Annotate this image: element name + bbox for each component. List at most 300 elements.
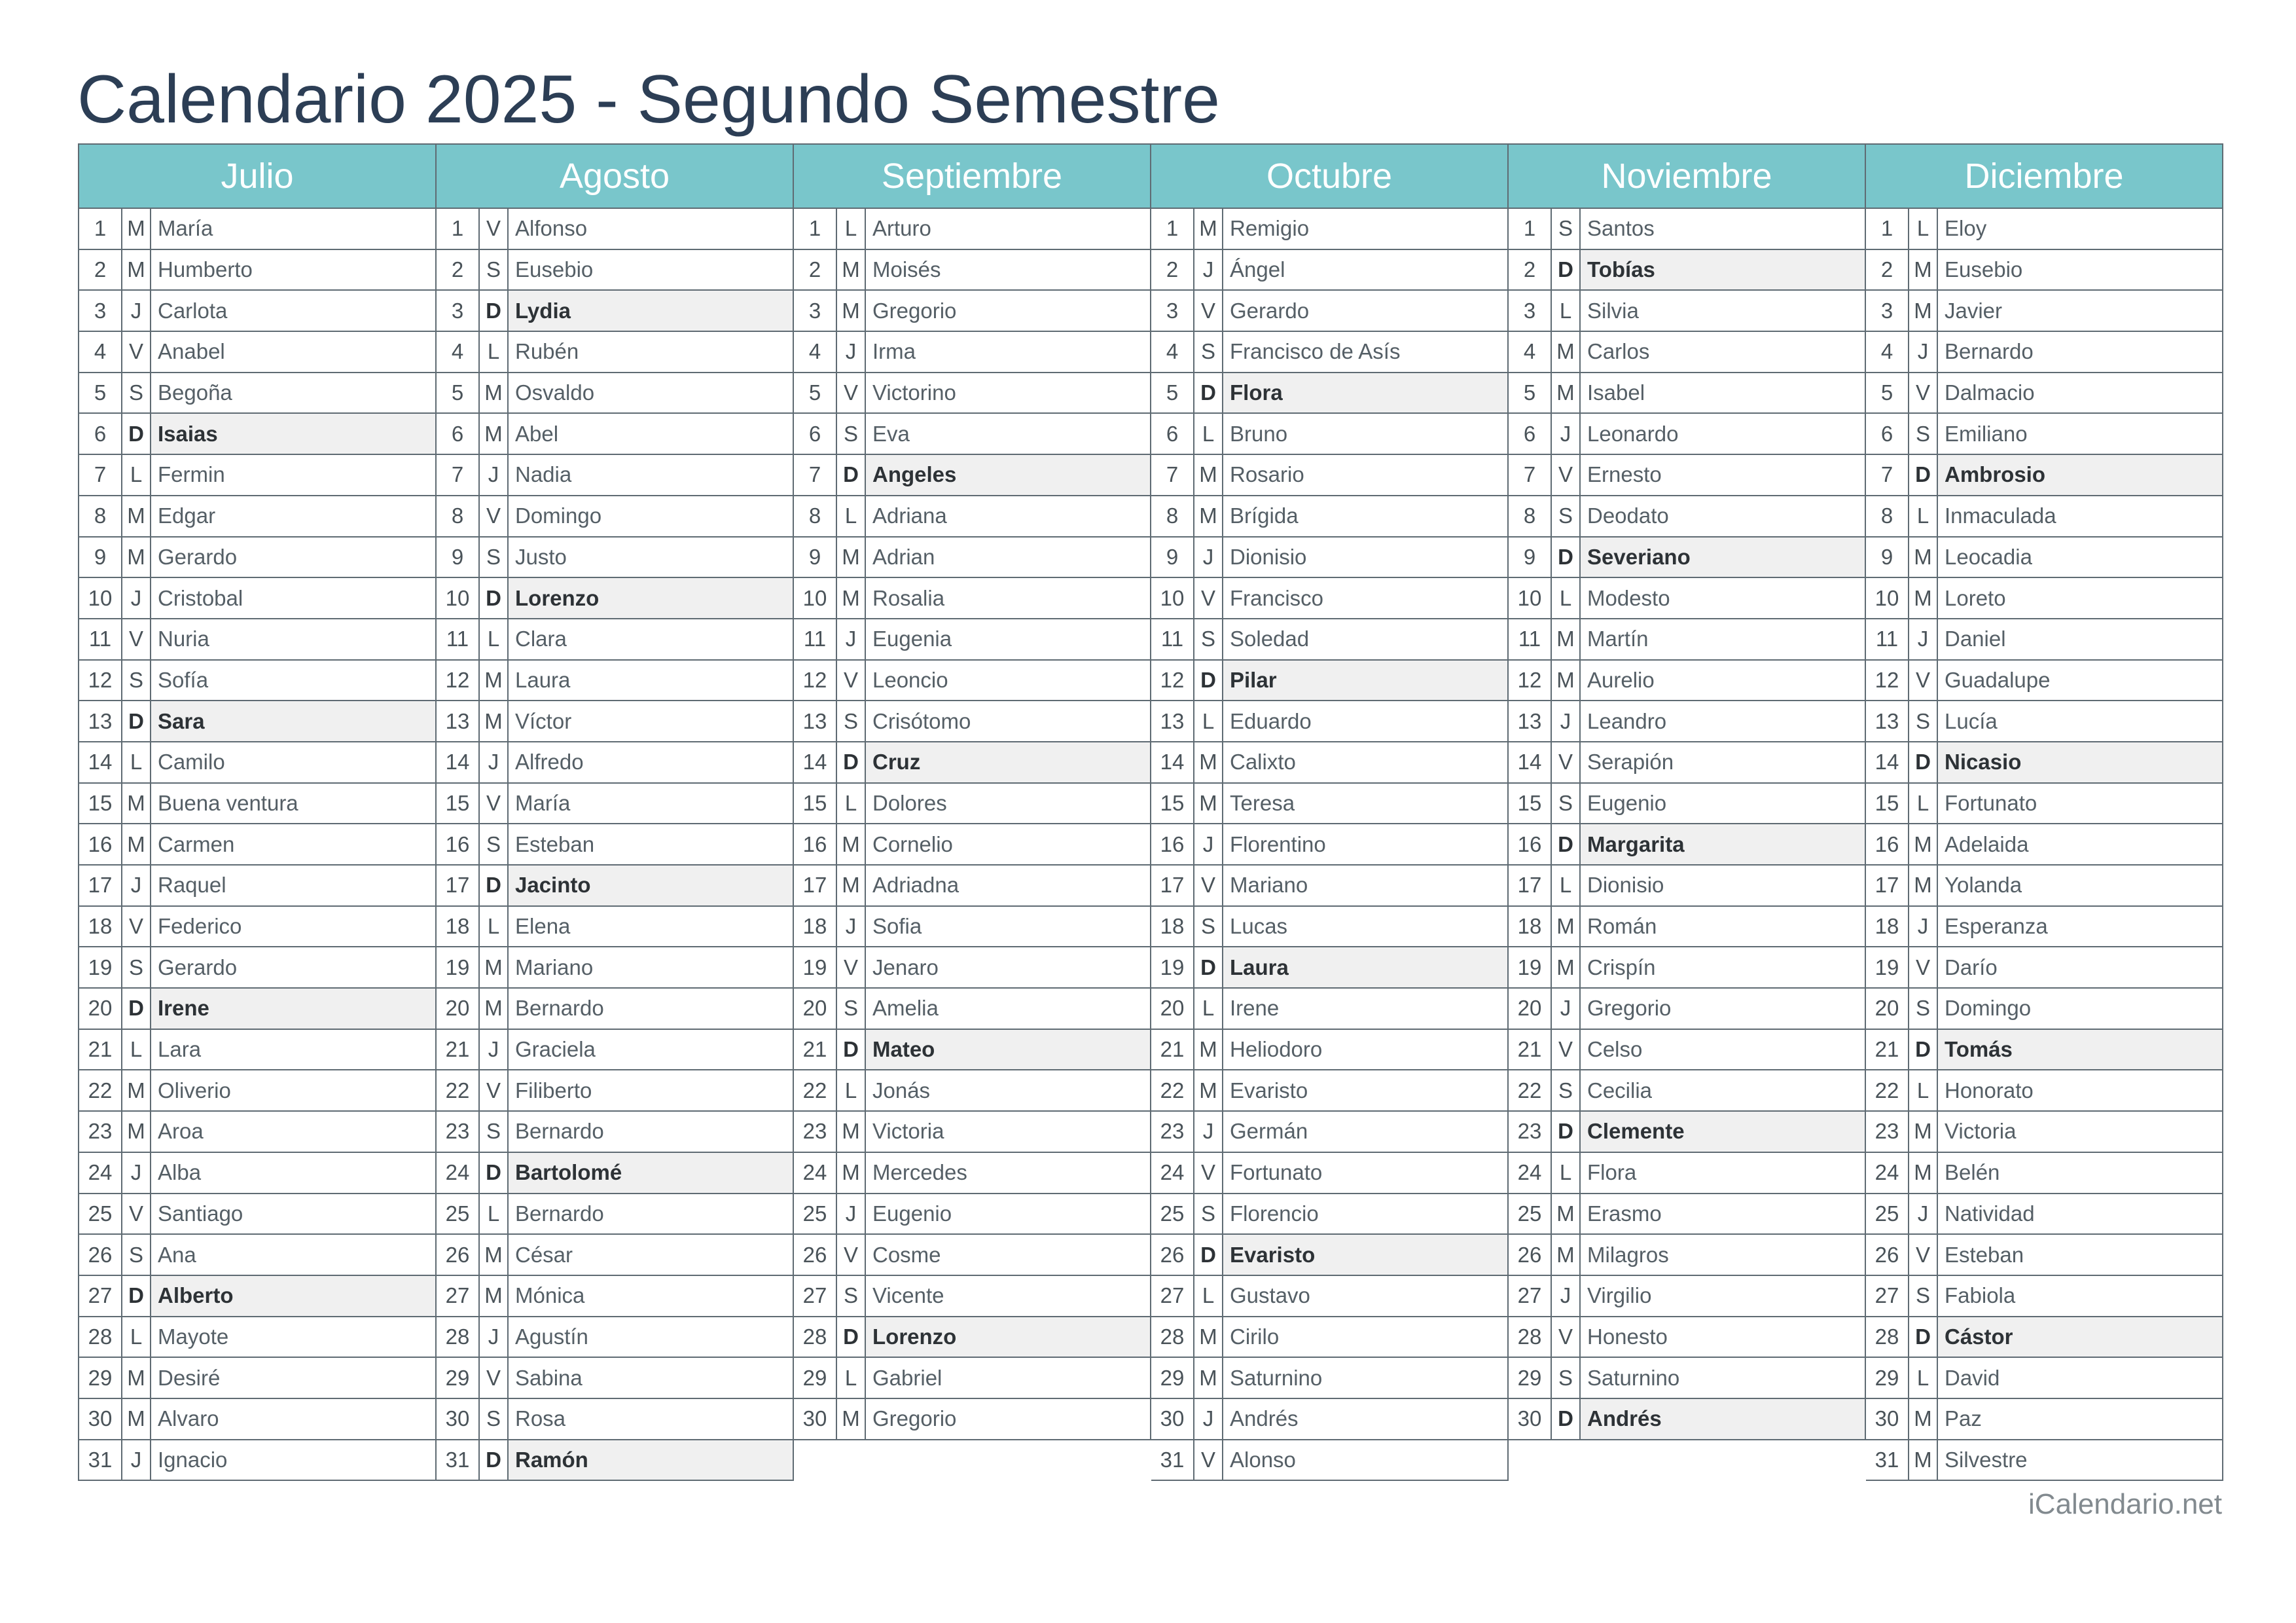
weekday-letter: V	[1909, 661, 1938, 701]
saint-name: Francisco de Asís	[1230, 339, 1401, 364]
day-row	[1866, 332, 2223, 373]
day-row	[1151, 1358, 1509, 1399]
day-number: 28	[79, 1317, 122, 1357]
day-number: 28	[1509, 1317, 1552, 1357]
saint-name: Abel	[515, 421, 559, 446]
weekday-letter: S	[480, 538, 509, 577]
day-number: 10	[1866, 578, 1909, 618]
weekday-letter: V	[1552, 1030, 1581, 1070]
weekday-letter: L	[1552, 1153, 1581, 1193]
weekday-letter: L	[1552, 866, 1581, 905]
weekday-letter: L	[837, 209, 866, 249]
day-row	[1151, 1317, 1509, 1359]
day-number: 17	[437, 866, 480, 905]
day-number: 21	[1509, 1030, 1552, 1070]
day-number: 21	[437, 1030, 480, 1070]
day-row	[1866, 373, 2223, 414]
saint-name: Gerardo	[1230, 298, 1310, 323]
saint-name: Ángel	[1230, 257, 1285, 282]
saint-name: Celso	[1587, 1037, 1643, 1062]
day-row	[1509, 291, 1866, 332]
weekday-letter: L	[480, 907, 509, 947]
day-number: 31	[437, 1440, 480, 1480]
weekday-letter: S	[480, 824, 509, 864]
day-row	[437, 619, 794, 661]
day-row	[1509, 1030, 1866, 1071]
weekday-letter: L	[1909, 496, 1938, 536]
weekday-letter: V	[837, 1235, 866, 1275]
weekday-letter: S	[1552, 784, 1581, 824]
saint-name: Deodato	[1587, 503, 1669, 528]
day-number: 24	[1866, 1153, 1909, 1193]
day-row	[1866, 824, 2223, 866]
saint-name: César	[515, 1242, 573, 1267]
saint-name: Arturo	[872, 216, 931, 241]
saint-name: Esteban	[1945, 1242, 2024, 1267]
weekday-letter: D	[1194, 1235, 1223, 1275]
saint-name: Irene	[151, 989, 435, 1029]
weekday-letter: S	[1552, 1358, 1581, 1398]
saint-name: Eusebio	[1945, 257, 2023, 282]
saint-name: Bernardo	[515, 1119, 604, 1144]
weekday-letter: S	[1909, 989, 1938, 1029]
day-row	[1151, 496, 1509, 538]
saint-name: Fabiola	[1945, 1283, 2016, 1308]
weekday-letter: S	[1194, 619, 1223, 659]
day-row	[79, 907, 437, 948]
day-row	[79, 824, 437, 866]
weekday-letter: L	[122, 1030, 151, 1070]
weekday-letter: J	[837, 332, 866, 372]
saint-name: Irma	[872, 339, 916, 364]
weekday-letter: S	[1194, 332, 1223, 372]
day-row	[1151, 1235, 1509, 1276]
weekday-letter: M	[480, 947, 509, 987]
day-number: 14	[79, 742, 122, 782]
day-row	[1151, 538, 1509, 579]
weekday-letter: L	[1552, 291, 1581, 331]
weekday-letter: M	[480, 661, 509, 701]
day-number: 2	[1151, 250, 1194, 290]
day-row	[794, 1235, 1151, 1276]
day-row	[437, 250, 794, 291]
weekday-letter: M	[1909, 824, 1938, 864]
weekday-letter: L	[1909, 784, 1938, 824]
day-row	[794, 1399, 1151, 1440]
day-number: 23	[1866, 1112, 1909, 1152]
day-row	[1866, 619, 2223, 661]
day-number: 7	[1509, 455, 1552, 495]
saint-name: Mónica	[515, 1283, 585, 1308]
day-number: 8	[1509, 496, 1552, 536]
day-row	[79, 1194, 437, 1235]
saint-name: Heliodoro	[1230, 1037, 1323, 1062]
day-number: 15	[1151, 784, 1194, 824]
saint-name: Fermin	[158, 462, 225, 487]
day-number: 15	[1509, 784, 1552, 824]
saint-name: Esperanza	[1945, 914, 2048, 939]
saint-name: Loreto	[1945, 585, 2006, 610]
saint-name: Severiano	[1581, 538, 1865, 577]
weekday-letter: J	[122, 578, 151, 618]
day-row	[437, 824, 794, 866]
day-number: 5	[1509, 373, 1552, 413]
day-row	[1509, 455, 1866, 496]
weekday-letter: D	[122, 1276, 151, 1316]
saint-name: Elena	[515, 914, 571, 939]
weekday-letter: M	[122, 209, 151, 249]
weekday-letter: J	[837, 619, 866, 659]
weekday-letter: D	[122, 701, 151, 741]
day-number: 11	[1866, 619, 1909, 659]
weekday-letter: M	[480, 414, 509, 454]
saint-name: Ambrosio	[1938, 455, 2222, 495]
day-row	[79, 538, 437, 579]
saint-name: Bernardo	[515, 1201, 604, 1226]
weekday-letter: V	[1552, 455, 1581, 495]
day-row	[79, 1112, 437, 1153]
saint-name: Gustavo	[1230, 1283, 1310, 1308]
day-number: 1	[437, 209, 480, 249]
weekday-letter: L	[1909, 1070, 1938, 1110]
saint-name: Andrés	[1230, 1406, 1299, 1431]
day-row	[794, 1112, 1151, 1153]
saint-name: Adriadna	[872, 873, 960, 898]
saint-name: Alonso	[1230, 1447, 1296, 1472]
saint-name: Crisótomo	[872, 708, 971, 733]
day-number: 25	[794, 1194, 837, 1234]
weekday-letter: S	[122, 373, 151, 413]
day-row	[437, 455, 794, 496]
saint-name: Mateo	[866, 1030, 1150, 1070]
saint-name: Leonardo	[1587, 421, 1679, 446]
month-header: Noviembre	[1509, 143, 1866, 209]
day-number: 4	[79, 332, 122, 372]
saint-name: Lucía	[1945, 708, 1998, 733]
day-row	[79, 1235, 437, 1276]
weekday-letter: D	[480, 866, 509, 905]
day-number: 18	[1151, 907, 1194, 947]
weekday-letter: M	[122, 496, 151, 536]
day-number: 21	[1866, 1030, 1909, 1070]
day-row	[1866, 455, 2223, 496]
day-number: 19	[437, 947, 480, 987]
weekday-letter: S	[1552, 1070, 1581, 1110]
saint-name: Filiberto	[515, 1078, 592, 1103]
weekday-letter: J	[1909, 332, 1938, 372]
weekday-letter: M	[1194, 496, 1223, 536]
day-number: 9	[1866, 538, 1909, 577]
day-row	[1866, 578, 2223, 619]
saint-name: Alvaro	[158, 1406, 219, 1431]
weekday-letter: L	[837, 1070, 866, 1110]
day-row	[1151, 661, 1509, 702]
weekday-letter: M	[1909, 1399, 1938, 1439]
saint-name: Osvaldo	[515, 380, 595, 405]
weekday-letter: D	[1552, 824, 1581, 864]
day-row	[437, 538, 794, 579]
day-row	[1866, 907, 2223, 948]
weekday-letter: S	[837, 414, 866, 454]
weekday-letter: J	[1909, 1194, 1938, 1234]
weekday-letter: D	[1909, 455, 1938, 495]
day-row	[79, 661, 437, 702]
weekday-letter: M	[122, 538, 151, 577]
day-number: 8	[794, 496, 837, 536]
saint-name: Martín	[1587, 627, 1649, 651]
day-number: 6	[1151, 414, 1194, 454]
saint-name: Agustín	[515, 1324, 588, 1349]
day-number: 12	[1509, 661, 1552, 701]
month-column-diciembre	[1866, 143, 2223, 1481]
saint-name: Eduardo	[1230, 708, 1312, 733]
weekday-letter: L	[480, 1194, 509, 1234]
day-row	[1151, 1276, 1509, 1317]
weekday-letter: V	[1552, 1317, 1581, 1357]
day-row	[794, 824, 1151, 866]
day-number: 24	[79, 1153, 122, 1193]
day-row	[1866, 1153, 2223, 1194]
day-number: 9	[1151, 538, 1194, 577]
weekday-letter: M	[837, 291, 866, 331]
day-number: 22	[79, 1070, 122, 1110]
day-number: 29	[1509, 1358, 1552, 1398]
day-row	[437, 1153, 794, 1194]
saint-name: Rubén	[515, 339, 579, 364]
day-number: 6	[1509, 414, 1552, 454]
day-number: 23	[79, 1112, 122, 1152]
day-number: 18	[437, 907, 480, 947]
day-number: 23	[794, 1112, 837, 1152]
saint-name: Moisés	[872, 257, 941, 282]
day-row	[1509, 250, 1866, 291]
day-row	[1866, 291, 2223, 332]
saint-name: Emiliano	[1945, 421, 2028, 446]
saint-name: Jenaro	[872, 955, 939, 979]
saint-name: Mayote	[158, 1324, 229, 1349]
site-credit: iCalendario.net	[2028, 1488, 2222, 1520]
weekday-letter: J	[1552, 414, 1581, 454]
day-row	[79, 1358, 437, 1399]
saint-name: Cornelio	[872, 831, 953, 856]
day-number: 29	[1151, 1358, 1194, 1398]
day-number: 12	[1151, 661, 1194, 701]
day-number: 2	[437, 250, 480, 290]
day-number: 18	[794, 907, 837, 947]
day-row	[79, 1030, 437, 1071]
day-number: 24	[794, 1153, 837, 1193]
weekday-letter: M	[1909, 1112, 1938, 1152]
saint-name: Eugenio	[872, 1201, 952, 1226]
saint-name: Victorino	[872, 380, 956, 405]
day-number: 18	[1866, 907, 1909, 947]
month-header: Octubre	[1151, 143, 1509, 209]
month-header: Diciembre	[1866, 143, 2223, 209]
weekday-letter: V	[122, 332, 151, 372]
day-row	[437, 907, 794, 948]
day-row	[794, 1030, 1151, 1071]
saint-name: Santos	[1587, 216, 1655, 241]
weekday-letter: M	[1909, 1440, 1938, 1480]
saint-name: Carmen	[158, 831, 235, 856]
day-row	[794, 1317, 1151, 1359]
day-number: 31	[1151, 1440, 1194, 1480]
weekday-letter: V	[122, 907, 151, 947]
weekday-letter: V	[837, 947, 866, 987]
day-number: 5	[794, 373, 837, 413]
day-row	[1509, 1112, 1866, 1153]
day-number: 8	[1151, 496, 1194, 536]
day-number: 28	[794, 1317, 837, 1357]
day-number: 23	[1151, 1112, 1194, 1152]
day-number: 23	[1509, 1112, 1552, 1152]
day-number: 16	[1151, 824, 1194, 864]
saint-name: Bruno	[1230, 421, 1288, 446]
saint-name: Eloy	[1945, 216, 1987, 241]
day-number: 14	[437, 742, 480, 782]
saint-name: Jacinto	[509, 866, 793, 905]
weekday-letter: J	[1194, 250, 1223, 290]
saint-name: Paz	[1945, 1406, 1982, 1431]
day-row	[437, 1070, 794, 1112]
weekday-letter: M	[1194, 209, 1223, 249]
day-row	[1151, 1153, 1509, 1194]
saint-name: Germán	[1230, 1119, 1308, 1144]
weekday-letter: S	[837, 701, 866, 741]
day-row	[437, 1317, 794, 1359]
page-title: Calendario 2025 - Segundo Semestre	[77, 62, 1221, 137]
day-row	[794, 1358, 1151, 1399]
saint-name: Victoria	[1945, 1119, 2017, 1144]
saint-name: Javier	[1945, 298, 2003, 323]
day-row	[1866, 784, 2223, 825]
day-number: 26	[1866, 1235, 1909, 1275]
day-number: 29	[79, 1358, 122, 1398]
weekday-letter: M	[122, 824, 151, 864]
day-number: 3	[79, 291, 122, 331]
weekday-letter: V	[1194, 578, 1223, 618]
weekday-letter: M	[1552, 332, 1581, 372]
day-number: 3	[1151, 291, 1194, 331]
day-row	[1509, 1235, 1866, 1276]
saint-name: Buena ventura	[158, 790, 298, 815]
day-number: 5	[437, 373, 480, 413]
month-column-agosto	[437, 143, 794, 1481]
day-number: 1	[794, 209, 837, 249]
day-row	[1866, 1235, 2223, 1276]
saint-name: Desiré	[158, 1365, 221, 1390]
day-number: 7	[794, 455, 837, 495]
day-number: 25	[1866, 1194, 1909, 1234]
day-row	[437, 578, 794, 619]
weekday-letter: V	[1909, 1235, 1938, 1275]
weekday-letter: M	[1909, 538, 1938, 577]
day-row	[794, 619, 1151, 661]
day-row	[1151, 784, 1509, 825]
day-number: 9	[1509, 538, 1552, 577]
weekday-letter: M	[1194, 1030, 1223, 1070]
day-number: 17	[1151, 866, 1194, 905]
weekday-letter: D	[1552, 250, 1581, 290]
saint-name: Camilo	[158, 750, 225, 775]
saint-name: Dionisio	[1230, 544, 1307, 569]
weekday-letter: J	[1194, 1399, 1223, 1439]
day-number: 20	[437, 989, 480, 1029]
saint-name: Saturnino	[1587, 1365, 1680, 1390]
saint-name: Honesto	[1587, 1324, 1668, 1349]
day-number: 25	[79, 1194, 122, 1234]
day-number: 21	[1151, 1030, 1194, 1070]
saint-name: Víctor	[515, 708, 572, 733]
weekday-letter: V	[1909, 373, 1938, 413]
weekday-letter: L	[837, 1358, 866, 1398]
saint-name: Domingo	[1945, 996, 2032, 1021]
day-row	[1151, 1030, 1509, 1071]
weekday-letter: S	[1909, 1276, 1938, 1316]
day-row	[1509, 1317, 1866, 1359]
weekday-letter: D	[837, 1030, 866, 1070]
saint-name: Dionisio	[1587, 873, 1664, 898]
saint-name: Justo	[515, 544, 567, 569]
day-number: 7	[79, 455, 122, 495]
saint-name: Bartolomé	[509, 1153, 793, 1193]
day-number: 11	[79, 619, 122, 659]
day-number: 20	[1151, 989, 1194, 1029]
day-number: 10	[79, 578, 122, 618]
saint-name: Adelaida	[1945, 831, 2029, 856]
day-row	[794, 538, 1151, 579]
saint-name: Irene	[1230, 996, 1280, 1021]
day-number: 2	[79, 250, 122, 290]
day-row	[1509, 414, 1866, 455]
day-row	[1509, 209, 1866, 250]
saint-name: Santiago	[158, 1201, 243, 1226]
day-row	[1151, 1070, 1509, 1112]
day-number: 22	[1509, 1070, 1552, 1110]
day-row	[794, 661, 1151, 702]
day-number: 30	[79, 1399, 122, 1439]
weekday-letter: J	[1909, 907, 1938, 947]
weekday-letter: J	[1194, 538, 1223, 577]
saint-name: Oliverio	[158, 1078, 231, 1103]
day-row	[1866, 989, 2223, 1030]
day-row	[1509, 1194, 1866, 1235]
day-number: 7	[1151, 455, 1194, 495]
day-number: 27	[437, 1276, 480, 1316]
weekday-letter: D	[1909, 1317, 1938, 1357]
saint-name: Laura	[515, 667, 571, 692]
day-row	[79, 742, 437, 784]
weekday-letter: M	[480, 701, 509, 741]
weekday-letter: M	[480, 989, 509, 1029]
day-row	[1866, 1070, 2223, 1112]
day-row	[437, 1112, 794, 1153]
saint-name: Carlos	[1587, 339, 1650, 364]
saint-name: Crispín	[1587, 955, 1656, 979]
saint-name: Lara	[158, 1037, 202, 1062]
weekday-letter: V	[1909, 947, 1938, 987]
day-row	[1509, 947, 1866, 989]
saint-name: Cástor	[1938, 1317, 2222, 1357]
weekday-letter: D	[480, 1153, 509, 1193]
weekday-letter: V	[480, 784, 509, 824]
day-row	[1151, 373, 1509, 414]
weekday-letter: M	[837, 866, 866, 905]
day-row	[1151, 414, 1509, 455]
saint-name: Yolanda	[1945, 873, 2022, 898]
day-row	[1866, 701, 2223, 742]
saint-name: Cirilo	[1230, 1324, 1280, 1349]
